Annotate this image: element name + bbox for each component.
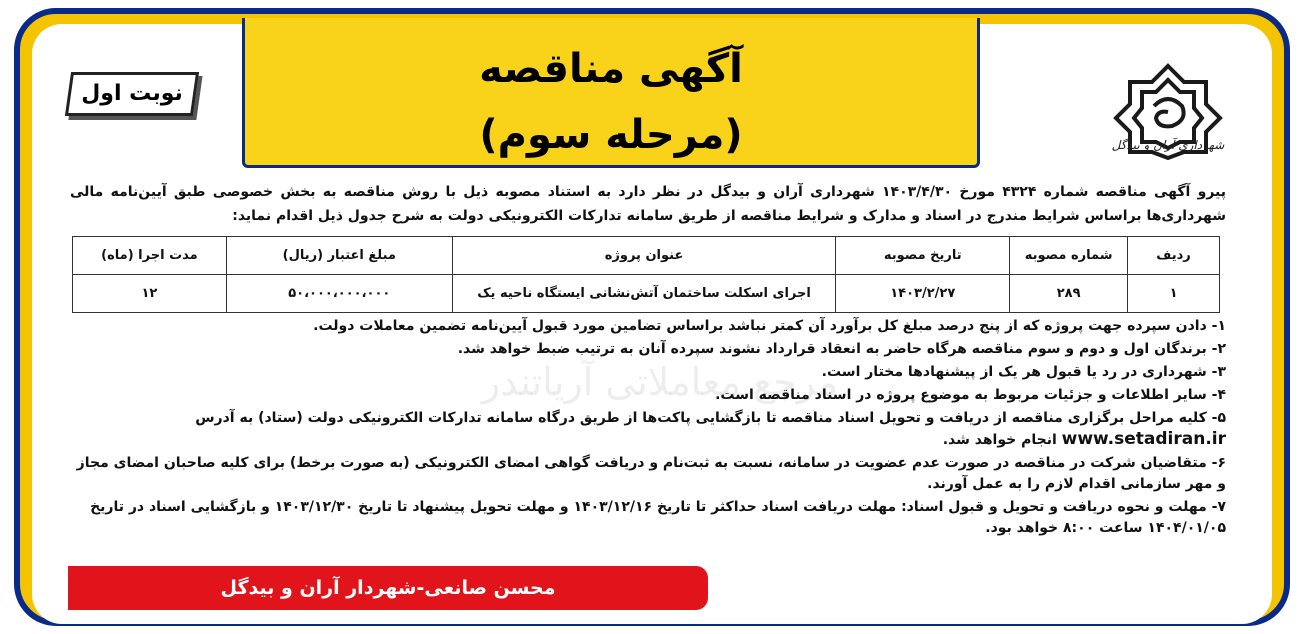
note-2: ۲- برندگان اول و دوم و سوم مناقصه هرگاه حاضر به انعقاد قرارداد نشوند سپرده آنان به ترتیب ضبط خواهد شد. xyxy=(457,341,1226,357)
cell-row: ۱ xyxy=(1128,275,1220,313)
col-budget: مبلغ اعتبار (ریال) xyxy=(226,237,452,275)
note-5-end: انجام خواهد شد. xyxy=(942,432,1057,448)
note-6: ۶- متقاضیان شرکت در مناقصه در صورت عدم عضویت در سامانه، نسبت به ثبت‌نام و دریافت گواهی امضای الکترونیکی (به صورت برخط) برای کلیه صاحبان امضای مجاز و مهر سازمانی اقدام لازم را به عمل آورند. xyxy=(76,455,1226,492)
page-title: آگهی مناقصه xyxy=(479,46,743,92)
table-header-row xyxy=(73,237,1220,275)
notes-list xyxy=(70,316,1226,541)
col-duration: مدت اجرا (ماه) xyxy=(73,237,227,275)
note-5-text: ۵- کلیه مراحل برگزاری مناقصه از دریافت و تحویل اسناد مناقصه تا بازگشایی پاکت‌ها از طریق درگاه سامانه تدارکات الکترونیکی دولت (ستاد) به آدرس xyxy=(195,410,1226,426)
turn-badge: نوبت اول xyxy=(81,81,183,106)
cell-approval-no: ۲۸۹ xyxy=(1010,275,1128,313)
table-row xyxy=(73,275,1220,313)
title-box xyxy=(242,18,980,168)
cell-approval-date: ۱۴۰۳/۲/۲۷ xyxy=(836,275,1010,313)
note-3: ۳- شهرداری در رد یا قبول هر یک از پیشنهادها مختار است. xyxy=(821,364,1226,380)
col-approval-date: تاریخ مصوبه xyxy=(836,237,1010,275)
cell-duration: ۱۲ xyxy=(73,275,227,313)
col-project: عنوان پروژه xyxy=(452,237,836,275)
logo-caption: شهرداری آران و بیدگل xyxy=(1111,138,1225,152)
note-7: ۷- مهلت و نحوه دریافت و تحویل و قبول اسناد: مهلت دریافت اسناد حداکثر تا تاریخ ۱۴۰۳/۱۲/۱۶ و مهلت تحویل پیشنهاد تا تاریخ ۱۴۰۳/۱۲/۳۰ و بازگشایی اسناد در تاریخ ۱۴۰۴/۰۱/۰۵ ساعت ۸:۰۰ خواهد بود. xyxy=(90,499,1226,536)
note-5 xyxy=(70,408,1226,451)
cell-budget: ۵۰،۰۰۰،۰۰۰،۰۰۰ xyxy=(226,275,452,313)
cell-project: اجرای اسکلت ساختمان آتش‌نشانی ایستگاه ناحیه یک xyxy=(452,275,836,313)
mayor-signature: محسن صانعی-شهردار آران و بیدگل xyxy=(220,577,556,599)
watermark: مرجع معاملاتی آریاتندر xyxy=(481,360,839,404)
projects-table xyxy=(72,236,1220,313)
page-subtitle: (مرحله سوم) xyxy=(479,112,743,158)
setad-link[interactable]: www.setadiran.ir xyxy=(1061,429,1226,449)
col-row: ردیف xyxy=(1128,237,1220,275)
col-approval-no: شماره مصوبه xyxy=(1010,237,1128,275)
note-4: ۴- سایر اطلاعات و جزئیات مربوط به موضوع پروژه در اسناد مناقصه است. xyxy=(715,387,1226,403)
intro-paragraph: پیرو آگهی مناقصه شماره ۴۳۲۴ مورخ ۱۴۰۳/۴/۳۰ شهرداری آران و بیدگل در نظر دارد به استناد مصوبه ذیل با روش مناقصه به بخش خصوصی طبق آیین‌نامه مالی شهرداری‌ها براساس شرایط مندرج در اسناد و مدارک و شرایط مناقصه از طریق سامانه تدارکات الکترونیکی دولت به شرح جدول ذیل اقدام نماید: xyxy=(70,184,1227,224)
note-1: ۱- دادن سپرده جهت پروژه که از پنج درصد مبلغ کل برآورد آن کمتر نباشد براساس تضامین مورد قبول آیین‌نامه تضمین معاملات دولت. xyxy=(313,318,1226,334)
